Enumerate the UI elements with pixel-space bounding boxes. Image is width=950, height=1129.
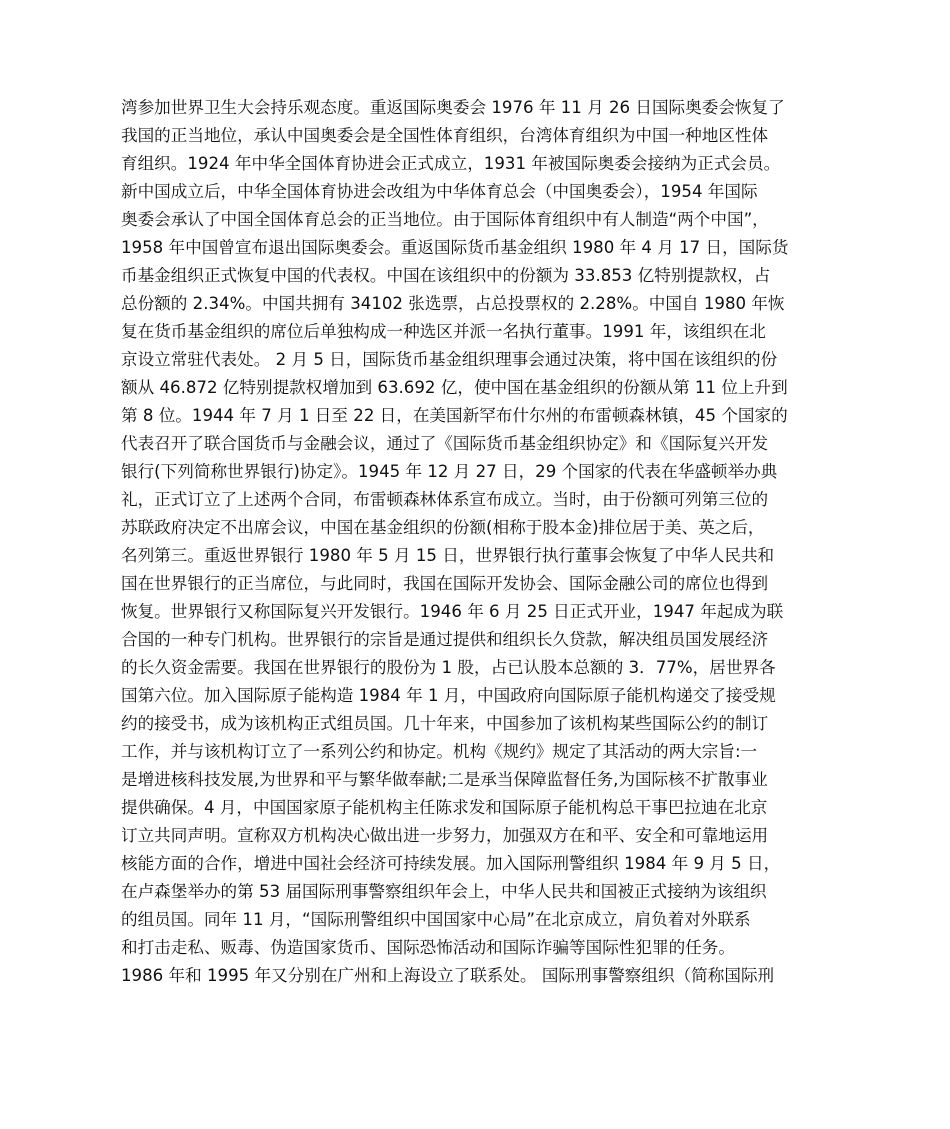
text-line-29: 在卢森堡举办的第 53 届国际刑事警察组织年会上，中华人民共和国被正式接纳为该组织: [121, 882, 767, 901]
text-line-30: 的组员国。同年 11 月，“国际刑警组织中国国家中心局”在北京成立，肩负着对外联系: [121, 910, 751, 929]
text-line-17: 名列第三。重返世界银行 1980 年 5 月 15 日，世界银行执行董事会恢复了中华人民共和: [121, 546, 775, 565]
text-line-11: 额从 46.872 亿特别提款权增加到 63.692 亿，使中国在基金组织的份额从第 11 位上升到: [121, 378, 788, 397]
body-text: [121, 94, 833, 990]
text-line-18: 国在世界银行的正当席位，与此同时，我国在国际开发协会、国际金融公司的席位也得到: [121, 574, 769, 593]
text-line-5: 奥委会承认了中国全国体育总会的正当地位。由于国际体育组织中有人制造“两个中国”，: [121, 210, 769, 229]
text-line-23: 约的接受书，成为该机构正式组员国。几十年来，中国参加了该机构某些国际公约的制订: [121, 714, 769, 733]
text-line-9: 复在货币基金组织的席位后单独构成一种选区并派一名执行董事。1991 年，该组织在北: [121, 322, 766, 341]
text-line-7: 币基金组织正式恢复中国的代表权。中国在该组织中的份额为 33.853 亿特别提款权，占: [121, 266, 771, 285]
text-line-26: 提供确保。4 月，中国国家原子能机构主任陈求发和国际原子能机构总干事巴拉迪在北京: [121, 798, 768, 817]
text-line-13: 代表召开了联合国货币与金融会议，通过了《国际货币基金组织协定》和《国际复兴开发: [121, 434, 769, 453]
text-line-16: 苏联政府决定不出席会议，中国在基金组织的份额(相称于股本金)排位居于美、英之后，: [121, 518, 765, 537]
text-line-21: 的长久资金需要。我国在世界银行的股份为 1 股，占已认股本总额的 3．77%，居世界各: [121, 658, 776, 677]
text-line-27: 订立共同声明。宣称双方机构决心做出进一步努力，加强双方在和平、安全和可靠地运用: [121, 826, 769, 845]
text-line-15: 礼，正式订立了上述两个合同，布雷顿森林体系宣布成立。当时，由于份额可列第三位的: [121, 490, 769, 509]
text-line-6: 1958 年中国曾宣布退出国际奥委会。重返国际货币基金组织 1980 年 4 月 17 日，国际货: [121, 238, 789, 257]
text-line-19: 恢复。世界银行又称国际复兴开发银行。1946 年 6 月 25 日正式开业，1947 年起成为联: [121, 602, 784, 621]
text-line-22: 国第六位。加入国际原子能构造 1984 年 1 月，中国政府向国际原子能机构递交了接受规: [121, 686, 776, 705]
text-line-4: 新中国成立后，中华全国体育协进会改组为中华体育总会（中国奥委会），1954 年国际: [121, 182, 758, 201]
text-line-12: 第 8 位。1944 年 7 月 1 日至 22 日，在美国新罕布什尔州的布雷顿森林镇，45 个国家的: [121, 406, 788, 425]
text-line-2: 我国的正当地位，承认中国奥委会是全国性体育组织，台湾体育组织为中国一种地区性体: [121, 126, 769, 145]
text-line-31: 和打击走私、贩毒、伪造国家货币、国际恐怖活动和国际诈骗等国际性犯罪的任务。: [121, 938, 735, 957]
text-line-25: 是增进核科技发展,为世界和平与繁华做奉献;二是承当保障监督任务,为国际核不扩散事业: [121, 770, 768, 789]
text-line-14: 银行(下列简称世界银行)协定》。1945 年 12 月 27 日，29 个国家的代表在华盛顿举办典: [121, 462, 778, 481]
text-line-20: 合国的一种专门机构。世界银行的宗旨是通过提供和组织长久贷款，解决组员国发展经济: [121, 630, 769, 649]
text-line-32: 1986 年和 1995 年又分别在广州和上海设立了联系处。 国际刑事警察组织（简称国际刑: [121, 966, 775, 985]
text-line-28: 核能方面的合作，增进中国社会经济可持续发展。加入国际刑警组织 1984 年 9 月 5 日，: [121, 854, 781, 873]
text-line-8: 总份额的 2.34%。中国共拥有 34102 张选票，占总投票权的 2.28%。中国自 1980 年恢: [121, 294, 785, 313]
text-line-1: 湾参加世界卫生大会持乐观态度。重返国际奥委会 1976 年 11 月 26 日国际奥委会恢复了: [121, 98, 785, 117]
text-line-3: 育组织。1924 年中华全国体育协进会正式成立，1931 年被国际奥委会接纳为正式会员。: [121, 154, 781, 173]
text-line-10: 京设立常驻代表处。 2 月 5 日，国际货币基金组织理事会通过决策，将中国在该组织的份: [121, 350, 778, 369]
text-line-24: 工作，并与该机构订立了一系列公约和协定。机构《规约》规定了其活动的两大宗旨:一: [121, 742, 758, 761]
